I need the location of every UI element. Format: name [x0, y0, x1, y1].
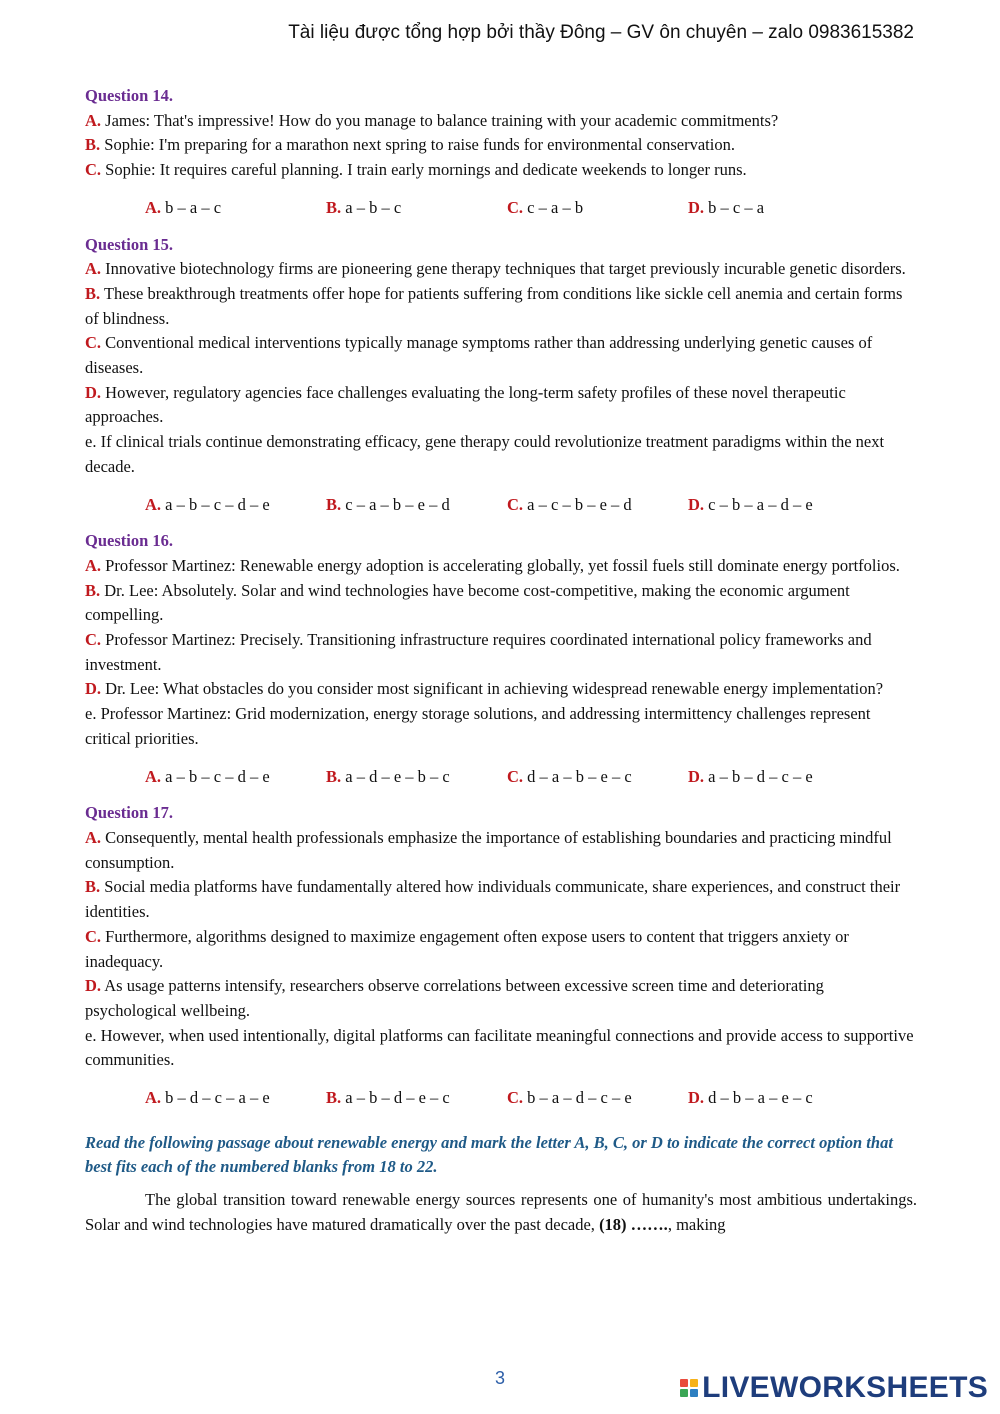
option-text: c – a – b – e – d — [341, 494, 450, 514]
option-text: b – a – d – c – e — [523, 1088, 632, 1108]
line-text: Professor Martinez: Renewable energy adoption is accelerating globally, yet fossil fuels still dominate energy portfolios. — [101, 555, 900, 575]
line-text: Dr. Lee: Absolutely. Solar and wind technologies have become cost-competitive, making the economic argument compelling. — [85, 580, 850, 625]
option-label: D. — [688, 1088, 705, 1108]
answer-option[interactable] — [688, 196, 869, 221]
question-line — [85, 282, 917, 331]
line-text: Consequently, mental health professionals emphasize the importance of establishing boundaries and practicing mindful consumption. — [85, 827, 892, 872]
option-text: b – a – c — [161, 197, 222, 217]
passage-text-after: , making — [667, 1214, 726, 1234]
page-header: Tài liệu được tổng hợp bởi thầy Đông – GV ôn chuyên – zalo 0983615382 — [288, 22, 914, 43]
question-title: Question 17. — [85, 803, 174, 823]
line-label: C. — [85, 333, 102, 353]
brand-name: LIVEWORKSHEETS — [702, 1371, 988, 1404]
question-line — [85, 331, 917, 380]
question-line — [85, 1024, 917, 1073]
question-line — [85, 702, 917, 751]
question-line — [85, 875, 917, 924]
answer-option[interactable] — [688, 765, 869, 790]
question-title: Question 14. — [85, 86, 174, 105]
line-label: C. — [85, 926, 102, 946]
option-label: D. — [688, 494, 705, 514]
logo-square-4 — [690, 1389, 698, 1397]
question-line — [85, 133, 917, 158]
line-text: Professor Martinez: Precisely. Transitioning infrastructure requires coordinated international policy frameworks and investment. — [85, 630, 872, 674]
option-text: a – d – e – b – c — [341, 766, 450, 786]
line-text: Sophie: I'm preparing for a marathon next spring to raise funds for environmental conservation. — [100, 135, 735, 155]
answer-option[interactable] — [507, 765, 688, 790]
option-label: A. — [145, 197, 162, 217]
option-text: c – a – b — [523, 197, 584, 217]
line-label: D. — [85, 382, 102, 402]
question-block — [85, 801, 917, 1110]
answer-option[interactable] — [145, 493, 326, 518]
question-line — [85, 974, 917, 1023]
answer-option[interactable] — [507, 196, 688, 221]
question-line — [85, 554, 917, 579]
logo-square-2 — [690, 1379, 698, 1387]
line-text: e. Professor Martinez: Grid modernization, energy storage solutions, and addressing intermittency challenges represent critical priorities. — [85, 704, 871, 748]
line-text: e. If clinical trials continue demonstrating efficacy, gene therapy could revolutionize treatment paradigms within the next decade. — [85, 432, 885, 476]
question-block — [85, 84, 917, 221]
line-label: B. — [85, 877, 101, 897]
question-block — [85, 233, 917, 518]
line-text: e. However, when used intentionally, digital platforms can facilitate meaningful connections and provide access to supportive communities. — [85, 1025, 914, 1070]
option-text: a – b – d – c – e — [704, 766, 813, 786]
option-text: a – b – d – e – c — [341, 1088, 450, 1108]
answer-options — [145, 1086, 917, 1111]
liveworksheets-brand — [680, 1372, 988, 1404]
option-label: B. — [326, 494, 342, 514]
line-label: C. — [85, 160, 102, 180]
option-label: D. — [688, 197, 705, 217]
line-label: B. — [85, 135, 101, 155]
question-line — [85, 925, 917, 974]
answer-option[interactable] — [145, 196, 326, 221]
option-text: a – b – c – d – e — [161, 766, 270, 786]
line-text: As usage patterns intensify, researchers observe correlations between excessive screen time and deteriorating psychological wellbeing. — [85, 976, 824, 1020]
line-text: However, regulatory agencies face challenges evaluating the long-term safety profiles of these novel therapeutic approaches. — [85, 382, 846, 427]
option-text: a – c – b – e – d — [523, 494, 632, 514]
option-label: A. — [145, 766, 162, 786]
question-list — [85, 84, 917, 1111]
answer-option[interactable] — [145, 765, 326, 790]
line-text: These breakthrough treatments offer hope for patients suffering from conditions like sickle cell anemia and certain forms of blindness. — [85, 283, 903, 328]
answer-option[interactable] — [145, 1086, 326, 1111]
line-label: D. — [85, 976, 102, 996]
answer-options — [145, 765, 917, 790]
question-line — [85, 826, 917, 875]
option-text: a – b – c – d – e — [161, 494, 270, 514]
liveworksheets-logo-icon — [680, 1379, 698, 1397]
answer-option[interactable] — [326, 1086, 507, 1111]
question-line — [85, 257, 917, 282]
line-text: Social media platforms have fundamentally altered how individuals communicate, share experiences, and construct their identities. — [85, 877, 901, 922]
line-text: Innovative biotechnology firms are pioneering gene therapy techniques that target previously incurable genetic disorders. — [101, 259, 906, 279]
question-line — [85, 109, 917, 134]
worksheet-content — [85, 84, 917, 1238]
option-text: b – d – c – a – e — [161, 1088, 270, 1108]
page-number: 3 — [494, 1368, 505, 1388]
option-label: D. — [688, 766, 705, 786]
line-label: A. — [85, 259, 102, 279]
question-line — [85, 579, 917, 628]
option-label: B. — [326, 1088, 342, 1108]
line-label: A. — [85, 555, 102, 575]
logo-square-1 — [680, 1379, 688, 1387]
option-text: d – a – b – e – c — [523, 766, 632, 786]
option-label: C. — [507, 766, 524, 786]
option-label: B. — [326, 197, 342, 217]
line-label: B. — [85, 580, 101, 600]
blank-18: (18) ……. — [599, 1214, 668, 1234]
question-line — [85, 158, 917, 183]
question-block — [85, 529, 917, 789]
line-text: James: That's impressive! How do you manage to balance training with your academic commitments? — [101, 110, 779, 130]
line-label: A. — [85, 827, 102, 847]
question-line — [85, 628, 917, 677]
answer-options — [145, 196, 917, 221]
option-label: B. — [326, 766, 342, 786]
question-title: Question 15. — [85, 234, 174, 254]
question-title: Question 16. — [85, 531, 174, 551]
reading-instruction: Read the following passage about renewable energy and mark the letter A, B, C, or D to indicate the correct option that best fits each of the numbered blanks from 18 to 22. — [85, 1132, 893, 1177]
passage-text-before: The global transition toward renewable energy sources represents one of humanity's most ambitious undertakings. Solar and wind technologies have matured dramatically over the past decade, — [85, 1190, 917, 1234]
line-text: Conventional medical interventions typically manage symptoms rather than addressing underlying genetic causes of diseases. — [85, 333, 873, 378]
option-text: d – b – a – e – c — [704, 1088, 813, 1108]
option-label: C. — [507, 197, 524, 217]
line-label: D. — [85, 679, 102, 699]
question-line — [85, 381, 917, 430]
answer-option[interactable] — [326, 196, 507, 221]
option-label: A. — [145, 1088, 162, 1108]
answer-option[interactable] — [507, 1086, 688, 1111]
option-label: C. — [507, 494, 524, 514]
line-text: Sophie: It requires careful planning. I train early mornings and dedicate weekends to longer runs. — [101, 160, 747, 180]
line-label: B. — [85, 283, 101, 303]
option-text: a – b – c — [341, 197, 402, 217]
option-text: b – c – a — [704, 197, 765, 217]
line-label: A. — [85, 110, 102, 130]
question-line — [85, 430, 917, 479]
logo-square-3 — [680, 1389, 688, 1397]
answer-options — [145, 493, 917, 518]
answer-option[interactable] — [326, 493, 507, 518]
reading-passage — [85, 1188, 917, 1237]
option-label: A. — [145, 494, 162, 514]
line-label: C. — [85, 630, 102, 650]
option-text: c – b – a – d – e — [704, 494, 813, 514]
answer-option[interactable] — [688, 1086, 869, 1111]
line-text: Furthermore, algorithms designed to maximize engagement often expose users to content that triggers anxiety or inadequacy. — [85, 926, 849, 971]
answer-option[interactable] — [326, 765, 507, 790]
answer-option[interactable] — [688, 493, 869, 518]
option-label: C. — [507, 1088, 524, 1108]
answer-option[interactable] — [507, 493, 688, 518]
question-line — [85, 677, 917, 702]
line-text: Dr. Lee: What obstacles do you consider most significant in achieving widespread renewable energy implementation? — [101, 679, 884, 699]
